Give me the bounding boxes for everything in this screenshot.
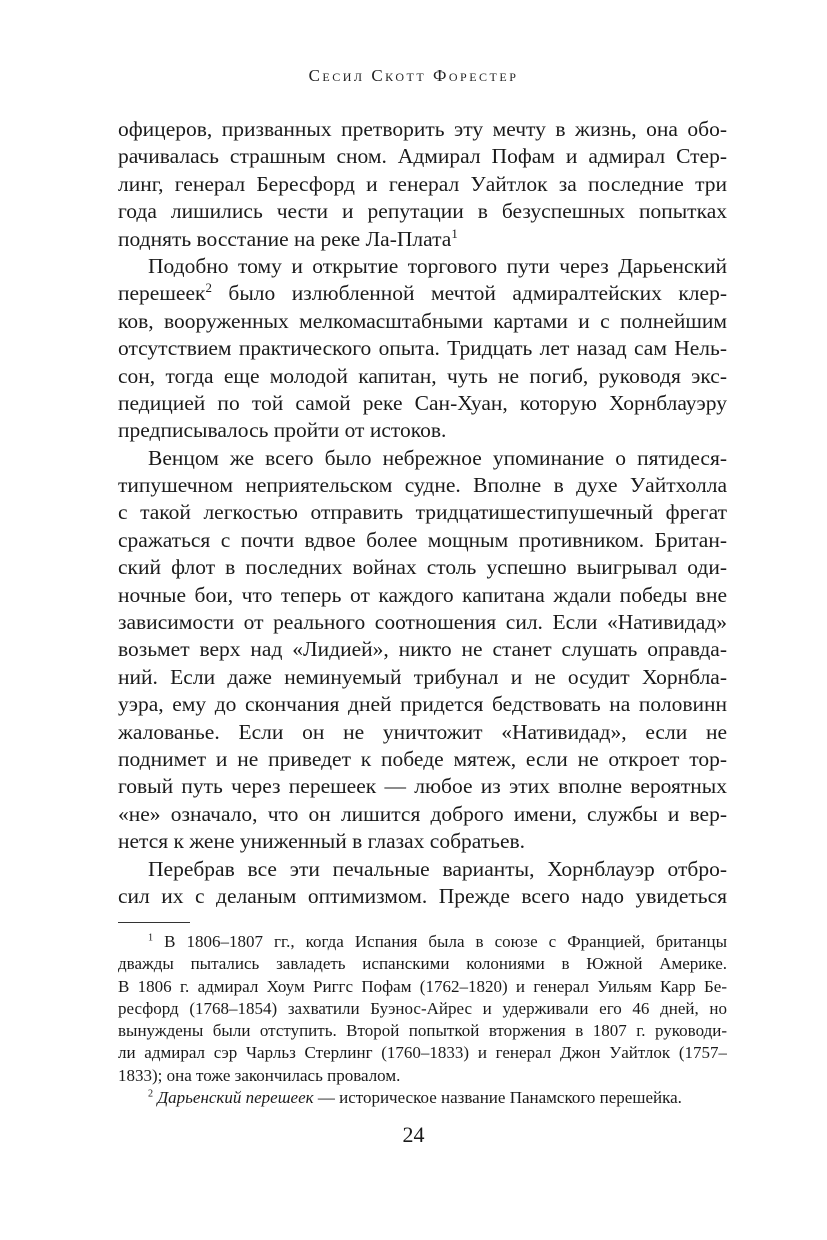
footnote-text: дважды пытались завладеть испанскими колониями в Южной Америке. — [118, 954, 727, 974]
line-text: предписывалось пройти от истоков. — [118, 418, 447, 443]
footnote-line — [118, 953, 727, 975]
line-text: перешеек — [118, 281, 206, 306]
footnote-divider — [118, 922, 190, 923]
text-line — [118, 308, 727, 335]
line-text: ний. Если даже неминуемый трибунал и не осудит Хорнбла- — [118, 664, 727, 689]
line-text: Перебрав все эти печальные варианты, Хорнблауэр отбро- — [148, 856, 727, 881]
text-line — [118, 143, 727, 170]
footnote-text: 1833); она тоже закончилась провалом. — [118, 1065, 401, 1085]
footnote-line — [118, 931, 727, 953]
text-line — [118, 636, 727, 663]
footnote-line — [118, 1065, 727, 1087]
line-text: ков, вооруженных мелкомасштабными картами и с полнейшим — [118, 308, 727, 333]
text-line — [118, 801, 727, 828]
text-line — [118, 691, 727, 718]
footnote-text: В 1806 г. адмирал Хоум Риггс Пофам (1762–1820) и генерал Уильям Карр Бе- — [118, 976, 727, 996]
footnotes — [118, 931, 727, 1109]
running-header: Сесил Скотт Форестер — [308, 66, 519, 85]
footnote-text: вынуждены были отступить. Второй попыткой вторжения в 1807 г. руководи- — [118, 1021, 727, 1041]
footnote-text: ресфорд (1768–1854) захватили Буэнос-Айрес и удерживали его 46 дней, но — [118, 998, 727, 1018]
line-text: педицией по той самой реке Сан-Хуан, которую Хорнблауэру — [118, 390, 727, 415]
text-line — [118, 280, 727, 307]
footnote-line — [118, 1087, 727, 1109]
main-text — [118, 116, 727, 910]
text-line — [118, 226, 727, 253]
footnote-number: 2 — [148, 1088, 154, 1100]
text-line — [118, 746, 727, 773]
line-text: года лишились чести и репутации в безуспешных попытках — [118, 199, 727, 224]
line-text: линг, генерал Бересфорд и генерал Уайтлок за последние три — [118, 171, 727, 196]
text-line — [118, 363, 727, 390]
line-text: жалованье. Если он не уничтожит «Нативидад», если не — [118, 719, 727, 744]
line-text: зависимости от реального соотношения сил. Если «Нативидад» — [118, 610, 727, 635]
footnote-line — [118, 1042, 727, 1064]
line-text: нется к жене униженный в глазах собратьев. — [118, 829, 526, 854]
line-text: рачивалась страшным сном. Адмирал Пофам и адмирал Стер- — [118, 144, 727, 169]
line-text: поднимет и не приведет к победе мятеж, если не откроет тор- — [118, 746, 727, 771]
text-line — [118, 609, 727, 636]
line-text: ский флот в последних войнах столь успешно выигрывал оди- — [118, 555, 727, 580]
text-line — [118, 116, 727, 143]
text-line — [118, 171, 727, 198]
text-line — [118, 417, 727, 444]
page-number: 24 — [402, 1122, 425, 1147]
footnote-number: 1 — [148, 932, 154, 944]
text-line — [118, 856, 727, 883]
line-text: «не» означало, что он лишится доброго имени, службы и вер- — [118, 801, 727, 826]
text-line — [118, 445, 727, 472]
line-text: типушечном неприятельском судне. Вполне в духе Уайтхолла — [118, 473, 727, 498]
line-text: возьмет верх над «Лидией», никто не станет слушать оправда- — [118, 637, 727, 662]
line-text: сон, тогда еще молодой капитан, чуть не погиб, руководя экс- — [118, 363, 727, 388]
footnote-line — [118, 976, 727, 998]
text-line — [118, 253, 727, 280]
line-text: говый путь через перешеек — любое из этих вполне вероятных — [118, 774, 727, 799]
text-line — [118, 527, 727, 554]
footnote-ref: 1 — [451, 226, 458, 241]
footnote-line — [118, 998, 727, 1020]
footnote-ref: 2 — [205, 281, 212, 296]
line-text: сражаться с почти вдвое более мощным противником. Британ- — [118, 527, 727, 552]
text-line — [118, 883, 727, 910]
footnote-text: ли адмирал сэр Чарльз Стерлинг (1760–1833) и генерал Джон Уайтлок (1757– — [118, 1043, 727, 1063]
text-line — [118, 582, 727, 609]
text-line — [118, 719, 727, 746]
footnote-text: — историческое название Панамского перешейка. — [313, 1088, 682, 1108]
text-line — [118, 828, 727, 855]
text-line — [118, 472, 727, 499]
text-line — [118, 664, 727, 691]
line-text: офицеров, призванных претворить эту мечту в жизнь, она обо- — [118, 117, 727, 141]
text-line — [118, 554, 727, 581]
line-text: Венцом же всего было небрежное упоминание о пятидеся- — [148, 445, 727, 470]
text-line — [118, 499, 727, 526]
line-text: поднять восстание на реке Ла-Плата — [118, 226, 452, 251]
line-text: отсутствием практического опыта. Тридцать лет назад сам Нель- — [118, 336, 727, 361]
line-text: сил их с деланым оптимизмом. Прежде всего надо увидеться — [118, 883, 727, 908]
line-text: с такой легкостью отправить тридцатишестипушечный фрегат — [118, 500, 727, 525]
line-text: уэра, ему до скончания дней придется бедствовать на половинн — [118, 692, 727, 717]
footnote-line — [118, 1020, 727, 1042]
line-text: было излюбленной мечтой адмиралтейских клер- — [211, 281, 727, 306]
footnote-text: В 1806–1807 гг., когда Испания была в союзе с Францией, британцы — [153, 932, 727, 951]
text-line — [118, 773, 727, 800]
line-text: Подобно тому и открытие торгового пути через Дарьенский — [148, 253, 727, 278]
text-line — [118, 390, 727, 417]
text-line — [118, 198, 727, 225]
footnote-term: Дарьенский перешеек — [153, 1088, 314, 1108]
line-text: ночные бои, что теперь от каждого капитана ждали победы вне — [118, 582, 727, 607]
text-line — [118, 335, 727, 362]
